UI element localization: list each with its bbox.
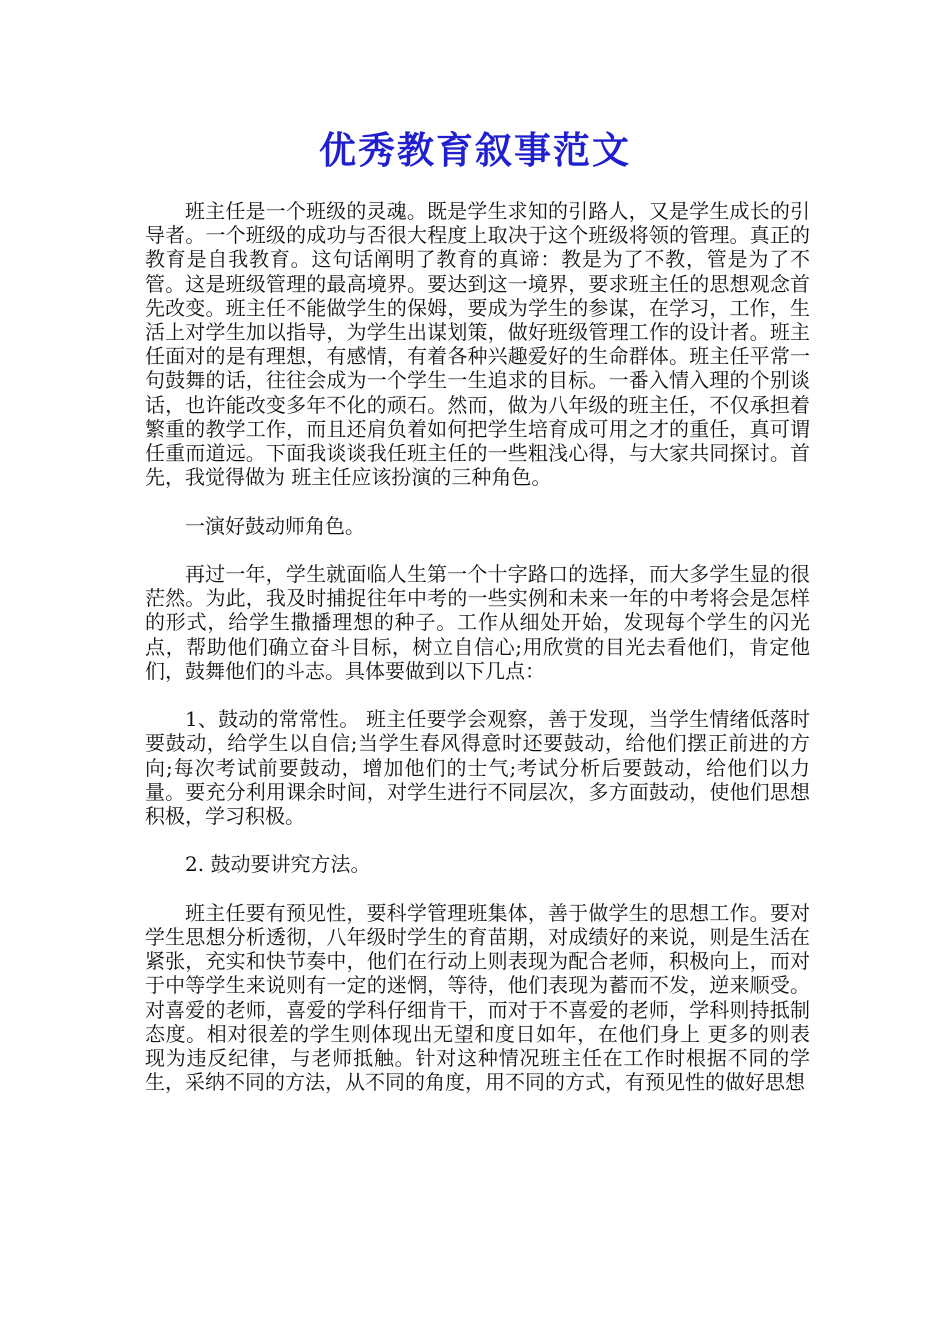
paragraph-heading-point-two: 2. 鼓动要讲究方法。 — [185, 852, 371, 877]
paragraph-heading-role-one: 一演好鼓动师角色。 — [185, 513, 365, 538]
paragraph-point-one: 1、鼓动的常常性。 班主任要学会观察，善于发现，当学生情绪低落时要鼓动，给学生以自信;当学生春风得意时还要鼓动，给他们摆正前进的方向;每次考试前要鼓动，增加他们的士气;考试分析后要鼓动，给他们以力量。要充分利用课余时间，对学生进行不同层次，多方面鼓动，使他们思想积极，学习积极。 — [145, 707, 810, 829]
document-title: 优秀教育叙事范文 — [319, 128, 631, 172]
paragraph-intro: 班主任是一个班级的灵魂。既是学生求知的引路人，又是学生成长的引导者。一个班级的成功与否很大程度上取决于这个班级将领的管理。真正的教育是自我教育。这句话阐明了教育的真谛：教是为了不教，管是为了不管。这是班级管理的最高境界。要达到这一境界，要求班主任的思想观念首先改变。班主任不能做学生的保姆，要成为学生的参谋，在学习，工作，生活上对学生加以指导，为学生出谋划策，做好班级管理工作的设计者。班主任面对的是有理想，有感情，有着各种兴趣爱好的生命群体。班主任平常一句鼓舞的话，往往会成为一个学生一生追求的目标。一番入情入理的个别谈话，也许能改变多年不化的顽石。然而，做为八年级的班主任，不仅承担着繁重的教学工作，而且还肩负着如何把学生培育成可用之才的重任，真可谓任重而道远。下面我谈谈我任班主任的一些粗浅心得，与大家共同探讨。首先，我觉得做为 班主任应该扮演的三种角色。 — [145, 199, 810, 490]
paragraph-role-one: 再过一年，学生就面临人生第一个十字路口的选择，而大多学生显的很茫然。为此，我及时捕捉往年中考的一些实例和未来一年的中考将会是怎样的形式，给学生撒播理想的种子。工作从细处开始，发现每个学生的闪光点，帮助他们确立奋斗目标，树立自信心;用欣赏的目光去看他们，肯定他们，鼓舞他们的斗志。具体要做到以下几点： — [145, 562, 810, 683]
document-body — [145, 199, 810, 1094]
paragraph-point-two: 班主任要有预见性，要科学管理班集体，善于做学生的思想工作。要对学生思想分析透彻，八年级时学生的育苗期，对成绩好的来说，则是生活在紧张，充实和快节奏中，他们在行动上则表现为配合老师，积极向上，而对于中等学生来说则有一定的迷惘，等待，他们表现为蓄而不发，逆来顺受。对喜爱的老师，喜爱的学科仔细肯干，而对于不喜爱的老师，学科则持抵制态度。相对很差的学生则体现出无望和度日如年，在他们身上 更多的则表现为违反纪律，与老师抵触。针对这种情况班主任在工作时根据不同的学生，采纳不同的方法，从不同的角度，用不同的方式，有预见性的做好思想 — [145, 900, 810, 1095]
